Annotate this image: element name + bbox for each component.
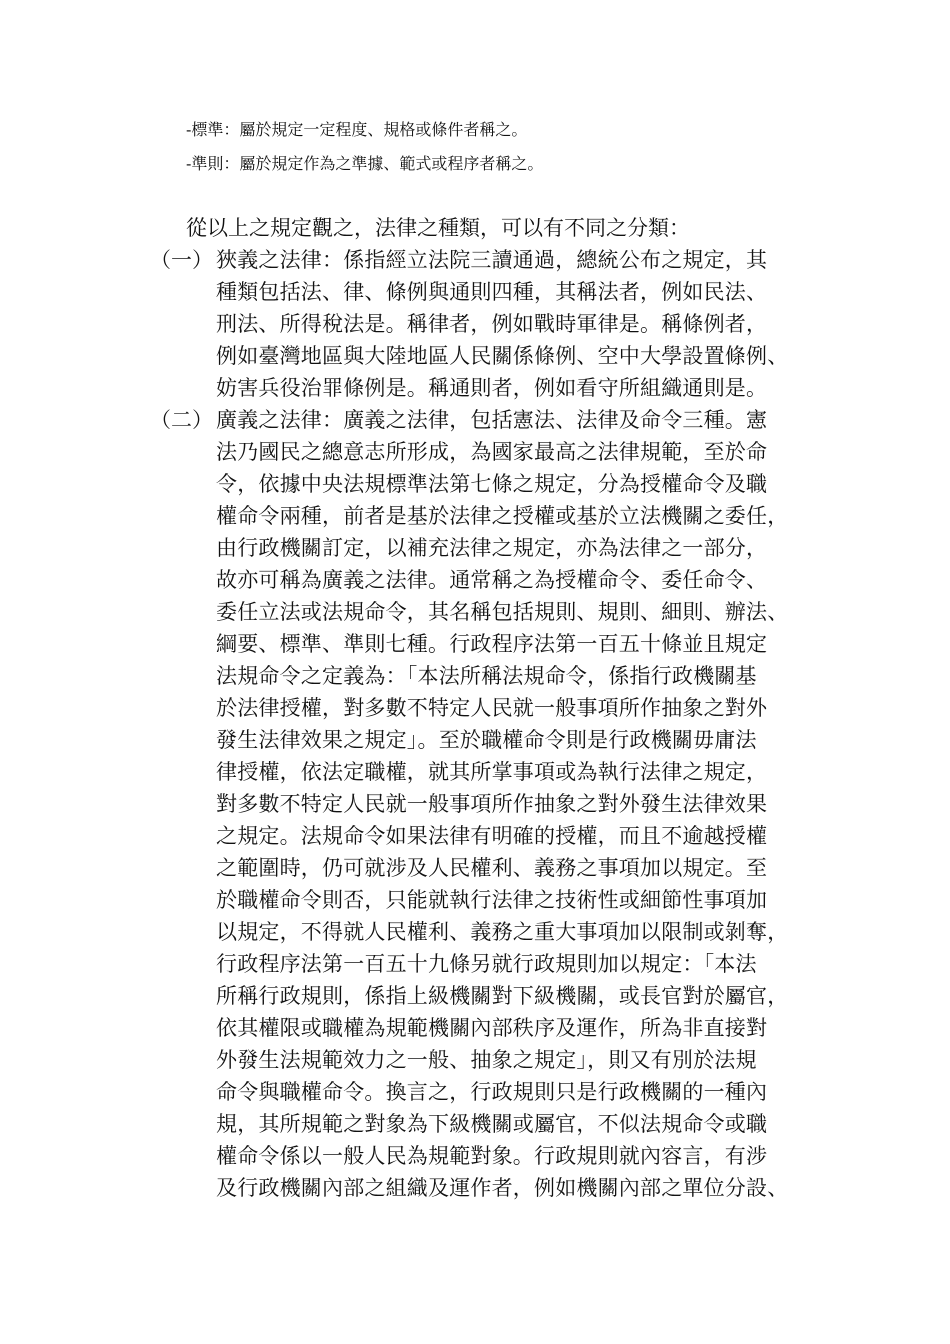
note-standard: -標準：屬於規定一定程度、規格或條件者稱之。 — [186, 120, 528, 139]
text-line: 法乃國民之總意志所形成，為國家最高之法律規範，至於命 — [216, 440, 768, 464]
text-line: 令，依據中央法規標準法第七條之規定，分為授權命令及職 — [216, 472, 768, 496]
text-line: 於職權命令則否，只能就執行法律之技術性或細節性事項加 — [216, 888, 768, 912]
text-line: 例如臺灣地區與大陸地區人民關係條例、空中大學設置條例、 — [216, 344, 789, 368]
text-line: 法規命令之定義為：「本法所稱法規命令，係指行政機關基 — [216, 664, 757, 688]
text-line: 依其權限或職權為規範機關內部秩序及運作，所為非直接對 — [216, 1016, 768, 1040]
list-marker: （二） — [150, 408, 213, 432]
text-line: 之規定。法規命令如果法律有明確的授權，而且不逾越授權 — [216, 824, 768, 848]
note-guideline: -準則：屬於規定作為之準據、範式或程序者稱之。 — [186, 154, 544, 173]
list-marker: （一） — [150, 248, 213, 272]
list-item-text — [216, 244, 816, 404]
text-line: 發生法律效果之規定」。至於職權命令則是行政機關毋庸法 — [216, 728, 757, 752]
text-line: 律授權，依法定職權，就其所掌事項或為執行法律之規定， — [216, 760, 768, 784]
text-line: 綱要、標準、準則七種。行政程序法第一百五十條並且規定 — [216, 632, 768, 656]
text-line: 廣義之法律：廣義之法律，包括憲法、法律及命令三種。憲 — [216, 408, 768, 432]
text-line: 狹義之法律：係指經立法院三讀通過，總統公布之規定，其 — [216, 248, 768, 272]
text-line: 及行政機關內部之組織及運作者，例如機關內部之單位分設、 — [216, 1176, 789, 1200]
text-line: 由行政機關訂定，以補充法律之規定，亦為法律之一部分， — [216, 536, 768, 560]
text-line: 規，其所規範之對象為下級機關或屬官，不似法規命令或職 — [216, 1112, 768, 1136]
text-line: 所稱行政規則，係指上級機關對下級機關，或長官對於屬官， — [216, 984, 789, 1008]
text-line: 委任立法或法規命令，其名稱包括規則、規則、細則、辦法、 — [216, 600, 789, 624]
text-line: 權命令係以一般人民為規範對象。行政規則就內容言，有涉 — [216, 1144, 768, 1168]
text-line: 於法律授權，對多數不特定人民就一般事項所作抽象之對外 — [216, 696, 768, 720]
text-line: 種類包括法、律、條例與通則四種，其稱法者，例如民法、 — [216, 280, 768, 304]
text-line: 行政程序法第一百五十九條另就行政規則加以規定：「本法 — [216, 952, 757, 976]
intro-paragraph: 從以上之規定觀之，法律之種類，可以有不同之分類： — [186, 216, 690, 240]
text-line: 權命令兩種，前者是基於法律之授權或基於立法機關之委任， — [216, 504, 789, 528]
text-line: 故亦可稱為廣義之法律。通常稱之為授權命令、委任命令、 — [216, 568, 768, 592]
text-line: 對多數不特定人民就一般事項所作抽象之對外發生法律效果 — [216, 792, 768, 816]
text-line: 刑法、所得稅法是。稱律者，例如戰時軍律是。稱條例者， — [216, 312, 768, 336]
text-line: 妨害兵役治罪條例是。稱通則者，例如看守所組織通則是。 — [216, 376, 768, 400]
text-line: 命令與職權命令。換言之，行政規則只是行政機關的一種內 — [216, 1080, 768, 1104]
text-line: 之範圍時，仍可就涉及人民權利、義務之事項加以規定。至 — [216, 856, 768, 880]
list-item-text — [216, 404, 816, 1204]
text-line: 外發生法規範效力之一般、抽象之規定」，則又有別於法規 — [216, 1048, 757, 1072]
text-line: 以規定，不得就人民權利、義務之重大事項加以限制或剝奪， — [216, 920, 789, 944]
